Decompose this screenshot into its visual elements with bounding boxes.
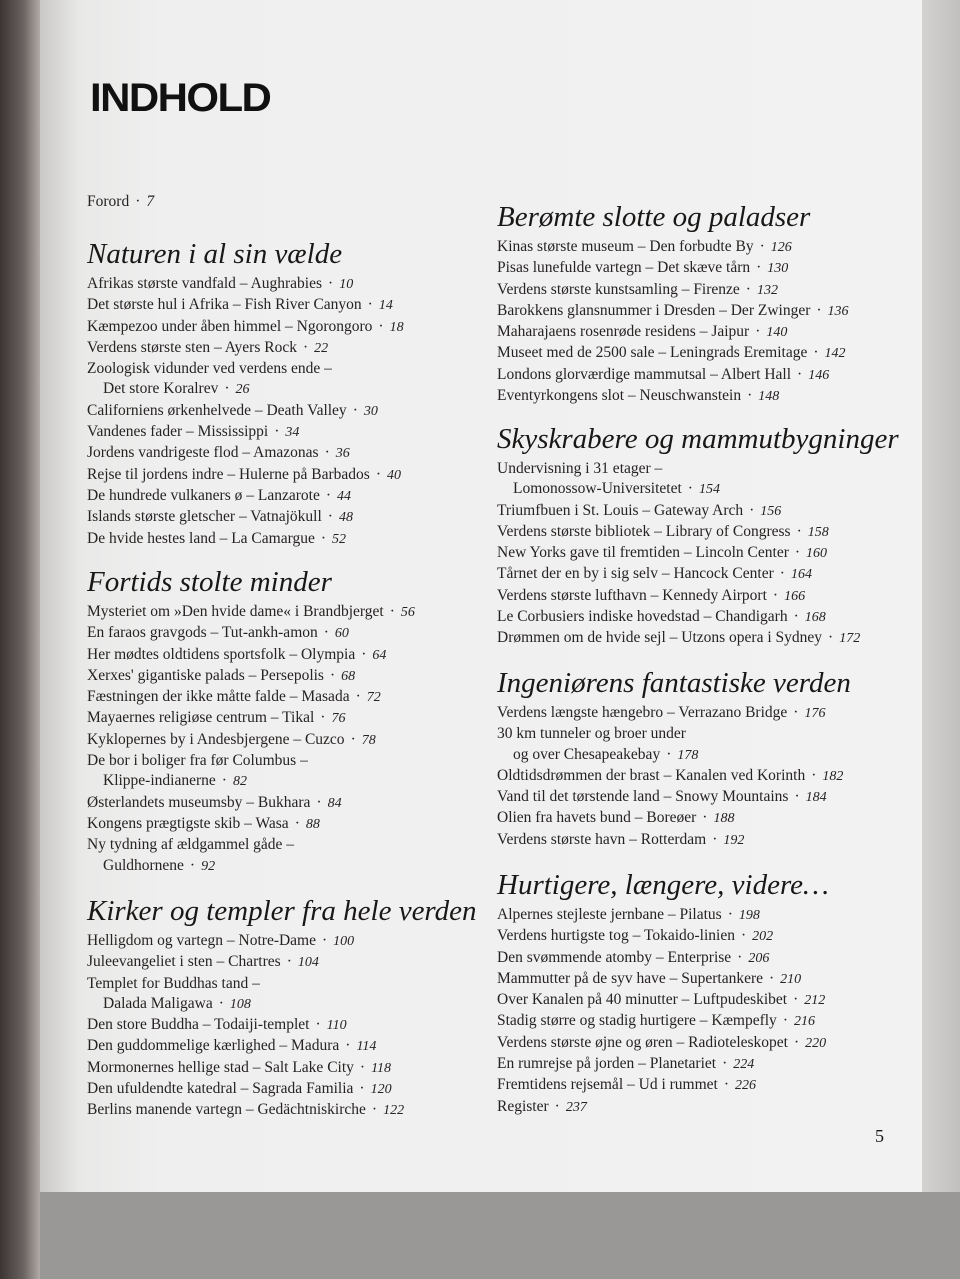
toc-entry: Østerlandets museumsby – Bukhara · 84 [87, 793, 342, 811]
entry-page: 226 [735, 1078, 757, 1094]
toc-entry: Le Corbusiers indiske hovedstad – Chandigarh · 168 [497, 608, 826, 626]
entry-page: 184 [805, 790, 827, 806]
entry-title-continued: Dalada Maligawa · 108 [103, 994, 251, 1012]
section-heading: Skyskrabere og mammutbygninger [497, 423, 899, 455]
toc-entry: Eventyrkongens slot – Neuschwanstein · 148 [497, 387, 780, 405]
entry-page: 68 [341, 668, 356, 684]
entry-page: 44 [337, 488, 352, 504]
entry-page: 212 [804, 993, 826, 1009]
entry-page: 142 [824, 346, 846, 362]
entry-title: Stadig større og stadig hurtigere – Kæmpefly [497, 1012, 777, 1030]
entry-title: Verdens største bibliotek – Library of Congress [497, 522, 791, 540]
toc-entry: Kyklopernes by i Andesbjergene – Cuzco · 78 [87, 730, 376, 748]
entry-page: 88 [305, 816, 320, 832]
toc-entry: Verdens største kunstsamling – Firenze · 132 [497, 280, 778, 298]
entry-page: 120 [370, 1082, 392, 1098]
toc-entry: Mormonernes hellige stad – Salt Lake City · 118 [87, 1058, 392, 1076]
entry-title-continued: Klippe-indianerne · 82 [103, 772, 247, 790]
section-heading: Hurtigere, længere, videre… [497, 869, 829, 901]
toc-entry: Afrikas største vandfald – Aughrabies · 10 [87, 275, 354, 292]
entry-title-continued: og over Chesapeakebay · 178 [513, 745, 699, 763]
entry-page: 224 [733, 1057, 755, 1073]
entry-page: 34 [285, 425, 300, 441]
toc-entry: Museet med de 2500 sale – Leningrads Eremitage · 142 [497, 344, 846, 362]
entry-title: Verdens største havn – Rotterdam [497, 830, 707, 848]
toc-entry: Alpernes stejleste jernbane – Pilatus · 198 [497, 906, 760, 923]
toc-entry: Det største hul i Afrika – Fish River Canyon · 14 [87, 296, 393, 314]
entry-title: Forord [87, 193, 130, 210]
entry-page: 78 [361, 732, 376, 748]
toc-entry [87, 751, 487, 793]
entry-page: 130 [767, 261, 789, 277]
toc-section [497, 199, 897, 407]
entry-title: Olien fra havets bund – Boreøer [497, 809, 697, 827]
entry-page: 210 [780, 971, 802, 987]
toc-entry: Den store Buddha – Todaiji-templet · 110 [87, 1016, 347, 1034]
toc-section [87, 564, 487, 877]
toc-entry: Mysteriet om »Den hvide dame« i Brandbjerget · 56 [87, 603, 415, 620]
toc-entry: New Yorks gave til fremtiden – Lincoln Center · 160 [497, 544, 828, 562]
entry-title: Verdens største sten – Ayers Rock [87, 338, 297, 356]
entry-title: Templet for Buddhas tand – [87, 974, 260, 992]
entry-page: 48 [338, 510, 353, 526]
entry-title: Triumfbuen i St. Louis – Gateway Arch [497, 501, 744, 519]
toc-entry: Berlins manende vartegn – Gedächtniskirche · 122 [87, 1101, 405, 1119]
entry-page: 237 [565, 1099, 587, 1115]
toc-entry: Olien fra havets bund – Boreøer · 188 [497, 809, 735, 827]
entry-page: 172 [839, 631, 861, 647]
entry-title: Islands største gletscher – Vatnajökull [87, 508, 322, 526]
entry-title: Mormonernes hellige stad – Salt Lake City [87, 1058, 354, 1076]
entry-page: 126 [770, 240, 792, 255]
entry-title: Kæmpezoo under åben himmel – Ngorongoro [87, 317, 373, 335]
entry-title: Det største hul i Afrika – Fish River Canyon [87, 296, 362, 314]
entry-title: Ny tydning af ældgammel gåde – [87, 836, 295, 854]
entry-title: Undervisning i 31 etager – [497, 460, 663, 477]
toc-section [87, 893, 487, 1122]
toc-entry: Verdens største sten – Ayers Rock · 22 [87, 338, 329, 356]
entry-page: 122 [383, 1103, 405, 1119]
toc-entry: Mammutter på de syv have – Supertankere · 210 [497, 969, 802, 987]
toc-entry: Rejse til jordens indre – Hulerne på Barbados · 40 [87, 465, 401, 483]
toc-entry: Kinas største museum – Den forbudte By · 126 [497, 238, 792, 255]
entry-title: Berlins manende vartegn – Gedächtniskirche [87, 1101, 366, 1119]
toc-entry: Over Kanalen på 40 minutter – Luftpudeskibet · 212 [497, 991, 826, 1009]
entry-title-cont-text: Dalada Maligawa [103, 994, 213, 1012]
entry-title-continued: Lomonossow-Universitetet · 154 [513, 480, 720, 498]
entry-title-continued: Det store Koralrev · 26 [103, 380, 250, 398]
entry-page: 7 [146, 193, 155, 210]
toc-entry: En rumrejse på jorden – Planetariet · 224 [497, 1055, 755, 1073]
page-title: INDHOLD [90, 76, 271, 120]
toc-section [497, 867, 897, 1118]
entry-title: En rumrejse på jorden – Planetariet [497, 1055, 717, 1073]
entry-title: Kinas største museum – Den forbudte By [497, 238, 754, 255]
entry-title-cont-text: Lomonossow-Universitetet [513, 480, 682, 498]
entry-title: Over Kanalen på 40 minutter – Luftpudeskibet [497, 991, 788, 1009]
entry-title: En faraos gravgods – Tut-ankh-amon [87, 624, 318, 642]
entry-page: 166 [784, 588, 806, 604]
entry-title-cont-text: Guldhornene [103, 856, 184, 874]
entry-title: Alpernes stejleste jernbane – Pilatus [497, 906, 722, 923]
entry-page: 110 [326, 1018, 347, 1034]
entry-title: Californiens ørkenhelvede – Death Valley [87, 401, 347, 419]
entry-page: 64 [372, 647, 387, 663]
entry-page: 158 [807, 524, 829, 540]
entry-title: Østerlandets museumsby – Bukhara [87, 793, 311, 811]
section-heading: Ingeniørens fantastiske verden [497, 667, 851, 699]
page-number: 5 [875, 1126, 884, 1146]
toc-entry: Londons glorværdige mammutsal – Albert Hall · 146 [497, 365, 830, 383]
entry-title: Maharajaens rosenrøde residens – Jaipur [497, 323, 750, 341]
entry-title: Her mødtes oldtidens sportsfolk – Olympia [87, 645, 356, 663]
entry-title: Verdens længste hængebro – Verrazano Bridge [497, 704, 788, 721]
entry-title-continued: Guldhornene · 92 [103, 856, 216, 874]
toc-entry [87, 835, 487, 877]
toc-entry: Verdens største øjne og øren – Radioteleskopet · 220 [497, 1033, 827, 1051]
entry-title: Londons glorværdige mammutsal – Albert Hall [497, 365, 792, 383]
toc-entry: En faraos gravgods – Tut-ankh-amon · 60 [87, 624, 349, 642]
entry-title: Tårnet der en by i sig selv – Hancock Center [497, 565, 774, 583]
entry-page: 148 [758, 389, 780, 405]
entry-page: 176 [804, 706, 826, 721]
toc-entry: Mayaernes religiøse centrum – Tikal · 76 [87, 709, 346, 727]
entry-title: Verdens største kunstsamling – Firenze [497, 280, 740, 298]
toc-entry: Pisas lunefulde vartegn – Det skæve tårn · 130 [497, 259, 789, 277]
entry-title: Fæstningen der ikke måtte falde – Masada [87, 688, 350, 706]
entry-title: Kongens prægtigste skib – Wasa [87, 814, 289, 832]
entry-title: De bor i boliger fra før Columbus – [87, 752, 308, 770]
toc-entry: Verdens største havn – Rotterdam · 192 [497, 830, 745, 848]
entry-title: Den store Buddha – Todaiji-templet [87, 1016, 310, 1034]
entry-page: 192 [723, 832, 745, 848]
entry-title: Juleevangeliet i sten – Chartres [87, 953, 281, 971]
entry-title: Mammutter på de syv have – Supertankere [497, 969, 763, 987]
toc-entry: Fremtidens rejsemål – Ud i rummet · 226 [497, 1076, 757, 1094]
entry-title: Fremtidens rejsemål – Ud i rummet [497, 1076, 718, 1094]
entry-title: Xerxes' gigantiske palads – Persepolis [87, 666, 324, 684]
toc-entry: Maharajaens rosenrøde residens – Jaipur · 140 [497, 323, 788, 341]
section-heading: Naturen i al sin vælde [87, 238, 343, 270]
entry-page: 156 [760, 503, 782, 519]
entry-title-cont-text: Klippe-indianerne [103, 772, 216, 790]
entry-page: 178 [677, 747, 699, 763]
toc-entry: De hundrede vulkaners ø – Lanzarote · 44 [87, 486, 352, 504]
entry-page: 198 [738, 908, 760, 923]
entry-page: 114 [356, 1039, 377, 1055]
entry-page: 118 [371, 1060, 392, 1076]
toc-section [87, 236, 487, 550]
entry-title: Mysteriet om »Den hvide dame« i Brandbjerget [87, 603, 384, 620]
toc-entry: Verdens længste hængebro – Verrazano Bridge · 176 [497, 704, 826, 721]
entry-page: 56 [400, 605, 415, 620]
toc-entry: Her mødtes oldtidens sportsfolk – Olympia · 64 [87, 645, 387, 663]
entry-title: New Yorks gave til fremtiden – Lincoln Center [497, 544, 789, 562]
toc-entry: Den guddommelige kærlighed – Madura · 114 [87, 1037, 377, 1055]
toc-entry: De hvide hestes land – La Camargue · 52 [87, 529, 347, 547]
section-heading: Fortids stolte minder [87, 566, 332, 598]
toc-entry [497, 459, 897, 501]
entry-page: 168 [804, 610, 826, 626]
entry-title: Den guddommelige kærlighed – Madura [87, 1037, 340, 1055]
entry-title: Kyklopernes by i Andesbjergene – Cuzco [87, 730, 345, 748]
entry-title: Drømmen om de hvide sejl – Utzons opera i Sydney [497, 629, 823, 647]
entry-title: De hundrede vulkaners ø – Lanzarote [87, 486, 320, 504]
entry-title: Helligdom og vartegn – Notre-Dame [87, 932, 316, 949]
entry-page: 140 [766, 325, 788, 341]
entry-page: 10 [339, 277, 354, 292]
entry-page: 104 [297, 955, 319, 971]
entry-page: 14 [378, 298, 393, 314]
toc-entry: Den svømmende atomby – Enterprise · 206 [497, 948, 770, 966]
entry-page: 22 [314, 340, 329, 356]
entry-page: 220 [805, 1035, 827, 1051]
entry-title: 30 km tunneler og broer under [497, 725, 686, 743]
entry-page: 146 [808, 367, 830, 383]
page-edge [922, 0, 960, 1279]
entry-title: De hvide hestes land – La Camargue [87, 529, 315, 547]
entry-title-cont-text: Det store Koralrev [103, 380, 219, 398]
toc-entry: Stadig større og stadig hurtigere – Kæmpefly · 216 [497, 1012, 815, 1030]
toc-entry: Drømmen om de hvide sejl – Utzons opera i Sydney · 172 [497, 629, 861, 647]
entry-page: 108 [229, 996, 251, 1012]
entry-title: Afrikas største vandfald – Aughrabies [87, 275, 323, 292]
book-spine-shadow [0, 0, 42, 1279]
entry-title: Rejse til jordens indre – Hulerne på Barbados [87, 465, 370, 483]
entry-page: 188 [713, 811, 735, 827]
table-surface [40, 1192, 960, 1279]
toc-section [497, 421, 897, 650]
section-heading: Berømte slotte og paladser [497, 201, 811, 233]
entry-page: 164 [790, 567, 812, 583]
toc-entry: Verdens største bibliotek – Library of Congress · 158 [497, 522, 829, 540]
entry-page: 216 [793, 1014, 815, 1030]
entry-title: Eventyrkongens slot – Neuschwanstein [497, 387, 742, 405]
toc-entry: Islands største gletscher – Vatnajökull · 48 [87, 508, 353, 526]
entry-title: Zoologisk vidunder ved verdens ende – [87, 360, 332, 378]
toc-entry: Verdens største lufthavn – Kennedy Airport · 166 [497, 586, 806, 604]
entry-title: Barokkens glansnummer i Dresden – Der Zwinger [497, 301, 811, 319]
toc-entry: Californiens ørkenhelvede – Death Valley · 30 [87, 401, 378, 419]
toc-entry: Jordens vandrigeste flod – Amazonas · 36 [87, 444, 350, 462]
entry-page: 72 [366, 690, 381, 706]
entry-page: 100 [333, 934, 355, 949]
toc-entry: Fæstningen der ikke måtte falde – Masada · 72 [87, 688, 381, 706]
toc-entry: Oldtidsdrømmen der brast – Kanalen ved Korinth · 182 [497, 766, 844, 784]
entry-title: Mayaernes religiøse centrum – Tikal [87, 709, 315, 727]
entry-page: 182 [822, 768, 844, 784]
toc-entry: Kæmpezoo under åben himmel – Ngorongoro · 18 [87, 317, 404, 335]
entry-page: 40 [386, 467, 401, 483]
entry-title: Pisas lunefulde vartegn – Det skæve tårn [497, 259, 751, 277]
toc-entry: Verdens hurtigste tog – Tokaido-linien · 202 [497, 927, 774, 945]
entry-title-cont-text: og over Chesapeakebay [513, 745, 661, 763]
toc-entry: Juleevangeliet i sten – Chartres · 104 [87, 953, 319, 971]
toc-entry [497, 724, 897, 766]
entry-page: 36 [335, 446, 350, 462]
toc-entry: Vand til det tørstende land – Snowy Mountains · 184 [497, 788, 827, 806]
entry-title: Den ufuldendte katedral – Sagrada Familia [87, 1080, 354, 1098]
toc-section [497, 665, 897, 851]
entry-page: 82 [232, 774, 247, 790]
entry-page: 18 [389, 319, 404, 335]
toc-entry: Vandenes fader – Mississippi · 34 [87, 423, 300, 441]
toc-entry [87, 359, 487, 401]
toc-entry: Register · 237 [497, 1097, 587, 1115]
toc-entry: Xerxes' gigantiske palads – Persepolis · 68 [87, 666, 356, 684]
entry-page: 30 [363, 403, 378, 419]
toc-entry: Tårnet der en by i sig selv – Hancock Center · 164 [497, 565, 812, 583]
entry-page: 52 [332, 531, 347, 547]
entry-page: 76 [331, 711, 346, 727]
entry-title: Register [497, 1097, 549, 1115]
toc-entry: Triumfbuen i St. Louis – Gateway Arch · 156 [497, 501, 782, 519]
entry-page: 206 [748, 950, 770, 966]
entry-title: Vand til det tørstende land – Snowy Mountains [497, 788, 789, 806]
entry-page: 26 [235, 382, 250, 398]
entry-page: 136 [827, 303, 849, 319]
toc-entry: Kongens prægtigste skib – Wasa · 88 [87, 814, 320, 832]
toc-entry [87, 974, 487, 1016]
entry-page: 60 [334, 626, 349, 642]
toc-entry-forord: Forord · 7 [87, 193, 155, 210]
section-heading: Kirker og templer fra hele verden [87, 895, 477, 927]
entry-title: Vandenes fader – Mississippi [87, 423, 269, 441]
entry-title: Verdens største øjne og øren – Radioteleskopet [497, 1033, 788, 1051]
entry-page: 154 [698, 482, 720, 498]
toc-entry: Barokkens glansnummer i Dresden – Der Zwinger · 136 [497, 301, 849, 319]
entry-title: Jordens vandrigeste flod – Amazonas [87, 444, 319, 462]
entry-title: Oldtidsdrømmen der brast – Kanalen ved Korinth [497, 766, 806, 784]
toc-entry: Helligdom og vartegn – Notre-Dame · 100 [87, 932, 355, 949]
entry-title: Museet med de 2500 sale – Leningrads Eremitage [497, 344, 808, 362]
entry-page: 92 [201, 858, 216, 874]
entry-title: Verdens største lufthavn – Kennedy Airport [497, 586, 767, 604]
entry-page: 132 [756, 282, 778, 298]
entry-page: 202 [752, 929, 774, 945]
entry-title: Le Corbusiers indiske hovedstad – Chandigarh [497, 608, 788, 626]
entry-page: 160 [806, 546, 828, 562]
entry-title: Den svømmende atomby – Enterprise [497, 948, 732, 966]
toc-entry: Den ufuldendte katedral – Sagrada Familia · 120 [87, 1080, 392, 1098]
entry-page: 84 [327, 795, 342, 811]
entry-title: Verdens hurtigste tog – Tokaido-linien [497, 927, 735, 945]
